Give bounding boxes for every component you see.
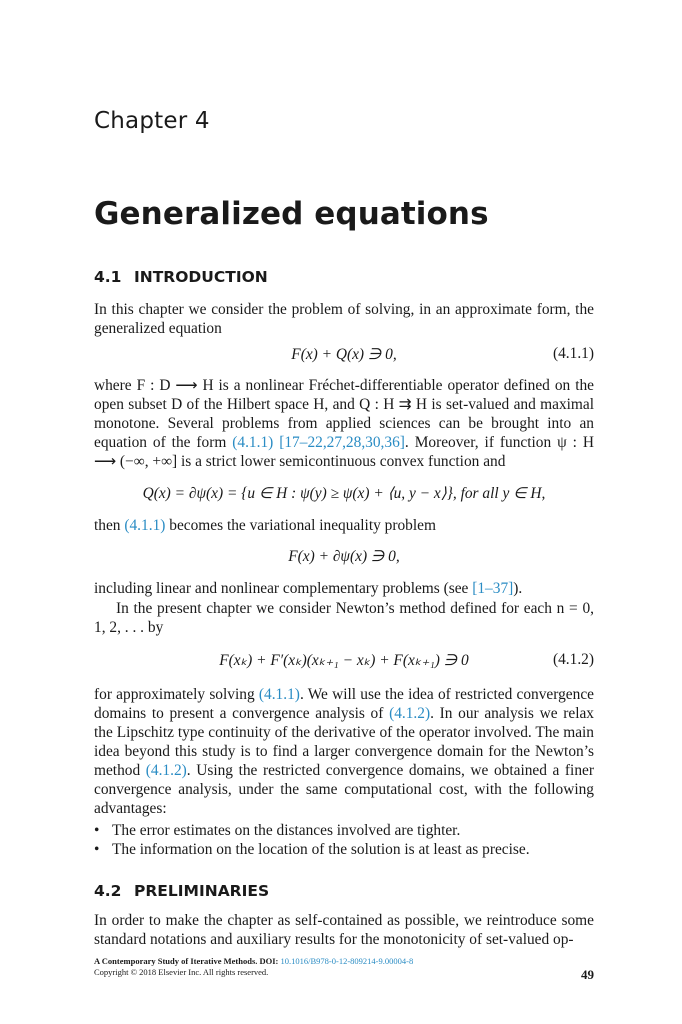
citation-link[interactable]: [1–37] (472, 580, 514, 597)
paragraph-text: . Moreover, if function ψ : H ⟶ (−∞, +∞] is a strict lower semicontinuous convex function and (94, 434, 594, 470)
paragraph-complementary (94, 579, 594, 598)
page-number: 49 (581, 967, 594, 982)
section-heading-introduction (94, 268, 268, 286)
equation-4-1-1 (94, 345, 594, 365)
equation-formula: F(x) + Q(x) ∋ 0, (291, 346, 397, 363)
paragraph-text: where F : D ⟶ H is a nonlinear Fréchet-differentiable operator defined on the open subset D of the Hilbert space H, and Q : H ⇉ H is set-valued and maximal monotone. Several problems from applied sciences can be brought into an equation of the form (94, 377, 594, 451)
paragraph-text: becomes the variational inequality problem (165, 517, 436, 534)
equation-label: (4.1.1) (552, 345, 594, 362)
doi-link[interactable]: 10.1016/B978-0-12-809214-9.00004-8 (280, 956, 414, 966)
paragraph-text: including linear and nonlinear complementary problems (see (94, 580, 473, 597)
paragraph-definitions (94, 376, 594, 471)
section-number: 4.1 (94, 268, 122, 286)
section-number: 4.2 (94, 882, 122, 900)
equation-formula: Q(x) = ∂ψ(x) = {u ∈ H : ψ(y) ≥ ψ(x) + ⟨u, y − x⟩}, for all y ∈ H, (142, 485, 546, 502)
chapter-title: Generalized equations (94, 196, 489, 232)
paragraph-convergence (94, 685, 594, 818)
paragraph-newton: In the present chapter we consider Newton’s method defined for each n = 0, 1, 2, . . . by (94, 600, 594, 636)
equation-formula: F(xₖ) + F′(xₖ)(xₖ₊₁ − xₖ) + F(xₖ₊₁) ∋ 0 (219, 652, 469, 669)
equation-reference-link[interactable]: (4.1.2) (145, 762, 187, 779)
equation-reference-link[interactable]: (4.1.1) (232, 434, 274, 451)
paragraph-text: for approximately solving (94, 686, 259, 703)
advantages-list (94, 821, 594, 859)
equation-formula: F(x) + ∂ψ(x) ∋ 0, (288, 548, 400, 565)
paragraph-text: . Using the restricted convergence domains, we obtained a finer convergence analysis, under the same computational cost, with the following advantages: (94, 762, 594, 817)
intro-paragraph: In this chapter we consider the problem of solving, in an approximate form, the generalized equation (94, 301, 594, 337)
copyright: Copyright © 2018 Elsevier Inc. All rights reserved. (94, 967, 269, 977)
footer-citation (94, 956, 413, 978)
equation-4-1-2 (94, 651, 594, 671)
list-item: • The information on the location of the solution is at least as precise. (94, 840, 594, 859)
equation-reference-link[interactable]: (4.1.1) (124, 517, 166, 534)
section-title: PRELIMINARIES (134, 882, 270, 900)
paragraph-variational (94, 516, 594, 535)
doi-label: DOI: (259, 956, 279, 966)
equation-reference-link[interactable]: (4.1.2) (389, 705, 431, 722)
book-title: A Contemporary Study of Iterative Methods. (94, 956, 258, 966)
paragraph-text: ). (513, 580, 523, 597)
section-title: INTRODUCTION (134, 268, 268, 286)
equation-reference-link[interactable]: (4.1.1) (258, 686, 300, 703)
chapter-label: Chapter 4 (94, 108, 210, 134)
section-heading-preliminaries (94, 882, 269, 900)
paragraph-text: . In our analysis we relax the Lipschitz type continuity of the derivative of the operator involved. The main idea beyond this study is to find a larger convergence domain for the Newton’s method (94, 705, 594, 779)
paragraph-text: . We will use the idea of restricted convergence domains to present a convergence analysis of (94, 686, 594, 722)
citation-link[interactable]: [17–22,27,28,30,36] (279, 434, 405, 451)
paragraph-text: then (94, 517, 125, 534)
equation-variational-inequality (94, 547, 594, 567)
list-item: • The error estimates on the distances involved are tighter. (94, 821, 594, 840)
equation-subdifferential (94, 484, 594, 504)
preliminaries-paragraph: In order to make the chapter as self-contained as possible, we reintroduce some standard notations and auxiliary results for the monotonicity of set-valued op- (94, 912, 594, 948)
equation-label: (4.1.2) (552, 651, 594, 668)
